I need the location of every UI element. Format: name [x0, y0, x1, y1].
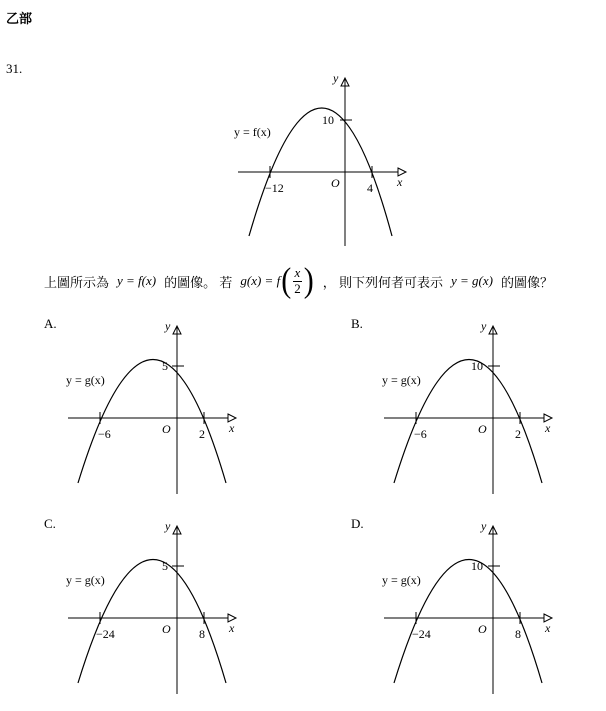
curve-label: y = f(x) — [234, 125, 271, 139]
y-axis-label: y — [481, 319, 487, 333]
fraction-denominator: 2 — [294, 280, 301, 296]
section-title: 乙部 — [6, 12, 33, 27]
y-axis-label: y — [333, 71, 339, 85]
curve-label: y = g(x) — [382, 573, 421, 587]
option-d-graph — [376, 518, 566, 698]
right-root-label: 2 — [515, 427, 521, 441]
x-axis-label: x — [545, 421, 551, 435]
x-axis-label: x — [545, 621, 551, 635]
y-intercept-label: 10 — [322, 113, 334, 127]
origin-label: O — [478, 622, 487, 636]
y-axis-label: y — [165, 519, 171, 533]
origin-label: O — [478, 422, 487, 436]
question-text — [44, 259, 604, 303]
origin-label: O — [331, 176, 340, 190]
right-root-label: 2 — [199, 427, 205, 441]
question-part1: 上圖所示為 — [44, 274, 110, 290]
f-equation: y = f(x) — [117, 273, 157, 288]
right-root-label: 8 — [199, 627, 205, 641]
y-intercept-label: 5 — [162, 359, 168, 373]
option-a-graph — [60, 318, 250, 498]
left-root-label: −24 — [412, 627, 431, 641]
curve-label: y = g(x) — [66, 373, 105, 387]
y-intercept-label: 10 — [471, 359, 483, 373]
curve-label: y = g(x) — [66, 573, 105, 587]
origin-label: O — [162, 422, 171, 436]
fraction — [292, 266, 303, 296]
option-b-label: B. — [351, 316, 363, 331]
option-a-label: A. — [44, 316, 57, 331]
left-root-label: −24 — [96, 627, 115, 641]
question-number: 31. — [6, 61, 23, 76]
fraction-numerator: x — [294, 265, 301, 281]
main-graph — [230, 68, 410, 253]
y-axis-label: y — [165, 319, 171, 333]
x-axis-label: x — [397, 175, 403, 189]
g-definition-lhs: g(x) = f — [240, 273, 281, 288]
y-intercept-label: 5 — [162, 559, 168, 573]
left-root-label: −6 — [414, 427, 427, 441]
question-part4: 的圖像？ — [500, 274, 553, 290]
curve-label: y = g(x) — [382, 373, 421, 387]
right-paren: ) — [303, 261, 314, 300]
option-b-graph — [376, 318, 566, 498]
y-intercept-label: 10 — [471, 559, 483, 573]
option-d-label: D. — [351, 516, 364, 531]
origin-label: O — [162, 622, 171, 636]
option-c-label: C. — [44, 516, 56, 531]
g-equation: y = g(x) — [450, 273, 493, 288]
left-root-label: −6 — [98, 427, 111, 441]
x-axis-label: x — [229, 421, 235, 435]
option-c-graph — [60, 518, 250, 698]
left-root-label: −12 — [265, 181, 284, 195]
x-axis-label: x — [229, 621, 235, 635]
question-part2: 的圖像。 若 — [164, 274, 233, 290]
question-part3: ， 則下列何者可表示 — [322, 274, 443, 290]
left-paren: ( — [281, 261, 292, 300]
right-root-label: 8 — [515, 627, 521, 641]
right-root-label: 4 — [367, 181, 373, 195]
y-axis-label: y — [481, 519, 487, 533]
